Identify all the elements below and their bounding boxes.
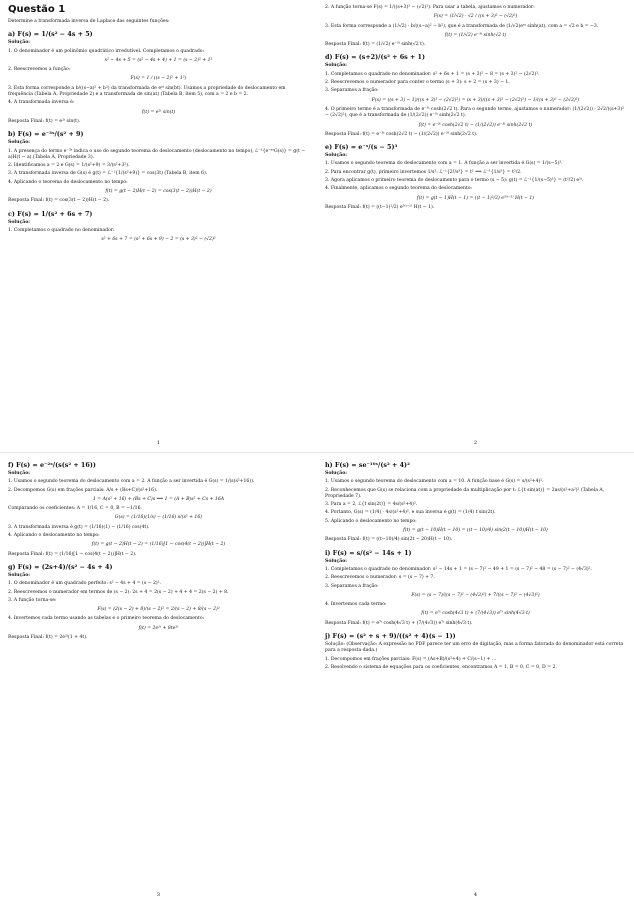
- solution-label: Solução:: [8, 219, 30, 225]
- solution-label: Solução:: [8, 140, 30, 146]
- problem-b-label: b) F(s) = e⁻³ˢ/(s² + 9): [8, 130, 84, 139]
- step-text: 5. Aplicando o deslocamento no tempo:: [325, 518, 417, 524]
- problem-c-label: c) F(s) = 1/(s² + 6s + 7): [8, 209, 93, 218]
- step-text: 2. Reescrevemos o numerador em termos de (s − 2): 2s + 4 = 2(s − 2) + 4 + 4 = 2(s − 2) + 8.: [8, 589, 229, 595]
- final-answer: Resposta Final: f(t) = (1/√2) e⁻³ᵗ sinh(√2 t).: [325, 42, 426, 48]
- equation: s² + 6s + 7 = (s² + 6s + 9) − 2 = (s + 3)² − (√2)²: [101, 237, 216, 243]
- step-text: 3. A transformada inversa de G(s) é g(t) = ℒ⁻¹{1/(s²+9)} = cos(3t) (Tabela B, item 6).: [8, 171, 208, 177]
- step-text: 1. Usamos o segundo teorema do deslocamento com a = 10. A função base é G(s) = s/(s²+4)².: [325, 479, 544, 485]
- step-text: 1. A presença do termo e⁻³ˢ indica o uso do segundo teorema do deslocamento (deslocamento no tempo), ℒ⁻¹{e⁻ᵃˢG(s)} = g(t − a)H(t − a) (Tabela A, Propriedade 3).: [8, 148, 306, 160]
- step-text: 4. A transformada inversa é:: [8, 100, 75, 106]
- equation: f(t) = g(t − 1)H(t − 1) = ((t − 1)²/2) e⁵⁽ᵗ⁻¹⁾ H(t − 1): [416, 195, 535, 201]
- step-text: 3. A transformada inversa é g(t) = (1/16)(1) − (1/16) cos(4t).: [8, 524, 150, 530]
- step-text: 2. Reconhecemos que G(s) se relaciona com a propriedade da multiplicação por t: ℒ{t sin(at)} = 2as/(s²+a²)² (Tabela A, Propriedade 7).: [325, 487, 605, 499]
- page-number: 4: [473, 891, 478, 898]
- step-text: 4. Finalmente, aplicamos o segundo teorema do deslocamento:: [325, 186, 473, 192]
- step-text: 4. Invertemos cada termo usando as tabelas e o primeiro teorema do deslocamento:: [8, 616, 205, 622]
- step-text: 4. Aplicando o deslocamento no tempo:: [8, 533, 100, 539]
- step-text: 1. Completamos o quadrado no denominador: s² + 6s + 1 = (s + 3)² − 8 = (s + 3)² − (2√2)².: [325, 71, 540, 77]
- equation: F(s) = ((s + 3) − 1)/((s + 3)² − (2√2)²) = (s + 3)/((s + 3)² − (2√2)²) − 1/((s + 3)² − (2√2)²): [371, 97, 580, 103]
- equation: F(s) = (s − 7)/((s − 7)² − (4√3)²) + 7/((s − 7)² − (4√3)²): [411, 592, 540, 598]
- step-text: 3. Esta forma corresponde a b/((s−a)² + b²) da transformada de eᵃᵗ sin(bt). Usamos a propriedade do deslocamento em frequência (Tabela A, Propriedade 2) e a transformada de sin(at) (Tabela B, item 5), com a = 2 e b = 2.: [8, 85, 286, 98]
- equation: G(s) = (1/16)(1/s) − (1/16) s/(s² + 16): [114, 515, 203, 521]
- step-text: 2. Resolvendo o sistema de equações para os coeficientes, encontramos A = 1, B = 0, C = 0, D = 2.: [325, 664, 557, 670]
- equation: s² − 4s + 5 = (s² − 4s + 4) + 1 = (s − 2)² + 1²: [104, 57, 213, 63]
- final-answer: Resposta Final: f(t) = cos(3(t − 2))H(t − 2).: [8, 198, 110, 204]
- page-number: 3: [156, 891, 161, 898]
- final-answer: Resposta Final: f(t) = (1/16)[1 − cos(4(t − 2))]H(t − 2).: [8, 551, 137, 557]
- equation: 1 = A(s² + 16) + (Bs + C)s ⟹ 1 = (A + B)s² + Cs + 16A: [92, 496, 225, 502]
- step-text: 1. Usamos o segundo teorema do deslocamento com a = 2. A função a ser invertida é G(s) = 1/(s(s²+16)).: [8, 479, 255, 485]
- equation: f(t) = g(t − 10)H(t − 10) = ((t − 10)/4) sin(2(t − 10))H(t − 10): [403, 528, 548, 534]
- step-text: 4. Portanto, G(s) = (1/4) · 4s/(s²+4)², e sua inversa é g(t) = (1/4) t sin(2t).: [325, 510, 496, 516]
- step-text: 1. Decompomos em frações parciais: F(s) = (As+B)/(s²+4) + C/(s−1) + ...: [325, 656, 497, 662]
- equation: F(s) = (1/√2) · √2 / ((s + 3)² − (√2)²): [433, 14, 518, 20]
- step-text: 3. Separamos a fração:: [325, 88, 379, 94]
- page-number: 2: [473, 439, 478, 446]
- equation: f(t) = g(t − 2)H(t − 2) = cos(3(t − 2))H(t − 2): [105, 189, 212, 195]
- step-text: 2. A função torna-se F(s) = 1/((s+3)² − (√2)²). Para usar a tabela, ajustamos o numerador:: [325, 5, 535, 10]
- step-text: 1. Completamos o quadrado no denominador: s² − 14s + 1 = (s − 7)² − 49 + 1 = (s − 7)² − 48 = (s − 7)² − (4√3)².: [325, 566, 592, 572]
- step-text: 3. Separamos a fração:: [325, 583, 379, 589]
- solution-label: Solução:: [325, 63, 347, 69]
- solution-label: Solução:: [325, 153, 347, 159]
- step-text: 2. Reescrevemos o numerador para conter o termo (s + 3): s + 2 = (s + 3) − 1.: [325, 80, 510, 86]
- solution-label: Solução:: [8, 572, 30, 578]
- problem-a-label: a) F(s) = 1/(s² − 4s + 5): [8, 30, 93, 39]
- problem-h-label: h) F(s) = se⁻¹⁰ˢ/(s² + 4)²: [325, 461, 410, 469]
- step-text: 4. Invertemos cada termo:: [325, 602, 387, 608]
- step-text: Comparando os coeficientes: A = 1/16, C = 0, B = −1/16.: [8, 506, 142, 512]
- step-text: 1. Completamos o quadrado no denominador:: [8, 227, 115, 233]
- equation: f(t) = e⁻³ᵗ cosh(2√2 t) − (1/(2√2)) e⁻³ᵗ sinh(2√2 t): [418, 122, 533, 128]
- equation: f(t) = 2e²ᵗ + 8te²ᵗ: [138, 625, 179, 631]
- step-text: 2. Identificamos a = 2 e G(s) = 1/(s²+9) = 3/(s²+3²).: [8, 163, 130, 169]
- solution-label: Solução:: [325, 558, 347, 564]
- equation: f(t) = (1/√2) e⁻³ᵗ sinh(√2 t): [444, 32, 507, 38]
- intro-text: Determine a transformada inversa de Laplace das seguintes funções:: [8, 19, 170, 24]
- equation: f(t) = e⁷ᵗ cosh(4√3 t) + (7/(4√3)) e⁷ᵗ sinh(4√3 t): [421, 611, 530, 617]
- step-text: 3. A função torna-se:: [8, 597, 57, 603]
- step-text: 2. Reescrevemos o numerador: s = (s − 7) + 7.: [325, 575, 435, 581]
- step-text: 1. O denominador é um quadrado perfeito: s² − 4s + 4 = (s − 2)².: [8, 581, 161, 587]
- page-1: [0, 0, 317, 452]
- page-title: Questão 1: [8, 4, 66, 15]
- page-number: 1: [156, 439, 161, 446]
- problem-e-label: e) F(s) = e⁻ˢ/(s − 5)³: [325, 143, 398, 152]
- step-text: 1. O denominador é um polinômio quadrático irredutível. Completamos o quadrado:: [8, 48, 205, 54]
- equation: F(s) = (2(s − 2) + 8)/(s − 2)² = 2/(s − 2) + 8/(s − 2)²: [97, 607, 220, 613]
- problem-g-label: g) F(s) = (2s+4)/(s² − 4s + 4): [8, 562, 113, 571]
- step-text: 2. Decompomos G(s) em frações parciais: A/s + (Bs+C)/(s²+16).: [8, 487, 158, 493]
- final-answer: Resposta Final: f(t) = ((t−1)²/2) e⁵⁽ᵗ⁻¹⁾ H(t − 1).: [325, 204, 435, 210]
- step-text: 4. O primeiro termo é a transformada de e⁻³ᵗ cosh(2√2 t). Para o segundo termo, ajustamos o numerador: (1/(2√2)) · 2√2/((s+3)² − (2√2)²), que é a transformada de (1/(2√2)) e⁻³ᵗ sinh(2√2 t).: [325, 106, 624, 119]
- final-answer: Resposta Final: f(t) = e⁻³ᵗ cosh(2√2 t) − (1/(2√2)) e⁻³ᵗ sinh(2√2 t).: [325, 131, 478, 137]
- page-4: [317, 452, 634, 904]
- step-text: 2. Reescrevemos a função:: [8, 67, 71, 73]
- equation: f(t) = e²ᵗ sin(t): [141, 109, 176, 115]
- step-text: 3. Para a = 2, ℒ{t sin(2t)} = 4s/(s²+4)².: [325, 502, 418, 508]
- problem-i-label: i) F(s) = s/(s² − 14s + 1): [325, 548, 412, 557]
- step-text: 2. Para encontrar g(t), primeiro invertemos 1/s³: ℒ⁻¹{2!/s³} = t² ⟹ ℒ⁻¹{1/s³} = t²/2.: [325, 169, 522, 175]
- final-answer: Resposta Final: f(t) = e²ᵗ sin(t).: [8, 118, 81, 124]
- solution-label: Solução:: [8, 471, 30, 476]
- final-answer: Resposta Final: f(t) = ((t−10)/4) sin(2t − 20)H(t − 10).: [325, 537, 453, 543]
- problem-f-label: f) F(s) = e⁻²ˢ/(s(s² + 16)): [8, 461, 96, 469]
- final-answer: Resposta Final: f(t) = e⁷ᵗ cosh(4√3 t) + (7/(4√3)) e⁷ᵗ sinh(4√3 t).: [325, 620, 473, 626]
- step-text: 1. Usamos o segundo teorema do deslocamento com a = 1. A função a ser invertida é G(s) = 1/(s−5)³.: [325, 161, 563, 167]
- equation: F(s) = 1 / ((s − 2)² + 1²): [130, 76, 187, 82]
- page-3: [0, 452, 317, 904]
- equation: f(t) = g(t − 2)H(t − 2) = (1/16)[1 − cos(4(t − 2))]H(t − 2): [91, 542, 226, 548]
- page-2: [317, 0, 634, 452]
- problem-j-label: j) F(s) = (s² + s + 9)/((s² + 4)(s − 1)): [325, 632, 456, 641]
- solution-label: Solução:: [8, 40, 30, 46]
- step-text: 3. Esta forma corresponde a (1/√2) · b/((s−a)² − b²), que é a transformada de (1/√2)eᵃᵗ sinh(at), com a = √2 e b = −3.: [325, 23, 599, 29]
- final-answer: Resposta Final: f(t) = 2e²ᵗ(1 + 4t).: [8, 635, 88, 641]
- step-text: 4. Aplicando o teorema do deslocamento no tempo:: [8, 179, 128, 185]
- step-text: 3. Agora aplicamos o primeiro teorema do deslocamento para o termo (s − 5): g(t) = ℒ⁻¹{1/(s−5)³} = (t²/2) e⁵ᵗ.: [325, 178, 584, 184]
- solution-note: Solução: (Observação: A expressão no PDF parece ter um erro de digitação, mas a forma fatorada do denominador está correta para a resposta dada.): [325, 642, 624, 654]
- solution-label: Solução:: [325, 471, 347, 476]
- problem-d-label: d) F(s) = (s+2)/(s² + 6s + 1): [325, 53, 426, 62]
